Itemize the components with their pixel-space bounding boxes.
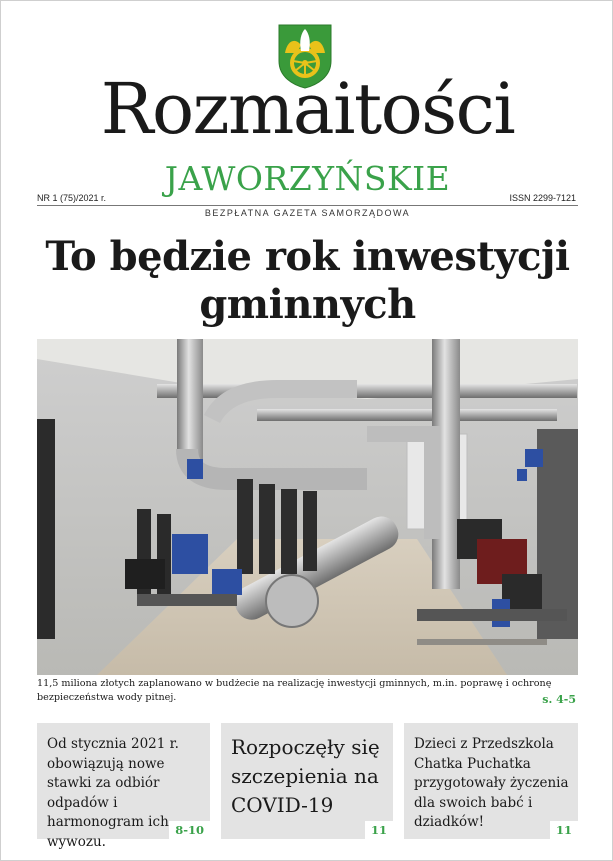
main-story-page-ref: s. 4-5 [542,693,576,706]
teaser-page-ref: 11 [365,821,393,839]
teaser-text: Rozpoczęły się szczepienia na COVID-19 [231,735,380,817]
pump-station-photo [37,339,578,675]
masthead-tagline: BEZPŁATNA GAZETA SAMORZĄDOWA [204,208,411,218]
teaser-page-ref: 8-10 [169,821,210,839]
teaser-kindergarten [404,723,578,839]
teaser-covid-vaccination [221,723,393,839]
masthead-subtitle: JAWORZYŃSKIE [164,159,451,198]
issn-number: ISSN 2299-7121 [509,193,576,203]
teaser-page-ref: 11 [550,821,578,839]
issue-number: NR 1 (75)/2021 r. [37,193,107,203]
photo-caption: 11,5 miliona złotych zaplanowano w budżecie na realizację inwestycji gminnych, m.in. poprawę i ochronę bezpieczeństwa wody pitnej. [37,678,552,703]
teaser-text: Od stycznia 2021 r. obowiązują nowe stawki za odbiór odpadów i harmonogram ich wywozu. [47,736,179,850]
teaser-waste-collection [37,723,210,850]
masthead-title: Rozmaitości [100,68,515,150]
teaser-text: Dzieci z Przedszkola Chatka Puchatka przygotowały życzenia dla swoich babć i dziadków! [414,736,569,830]
main-headline: To będzie rok inwestycji gminnych [45,233,570,328]
masthead-divider [37,205,578,206]
